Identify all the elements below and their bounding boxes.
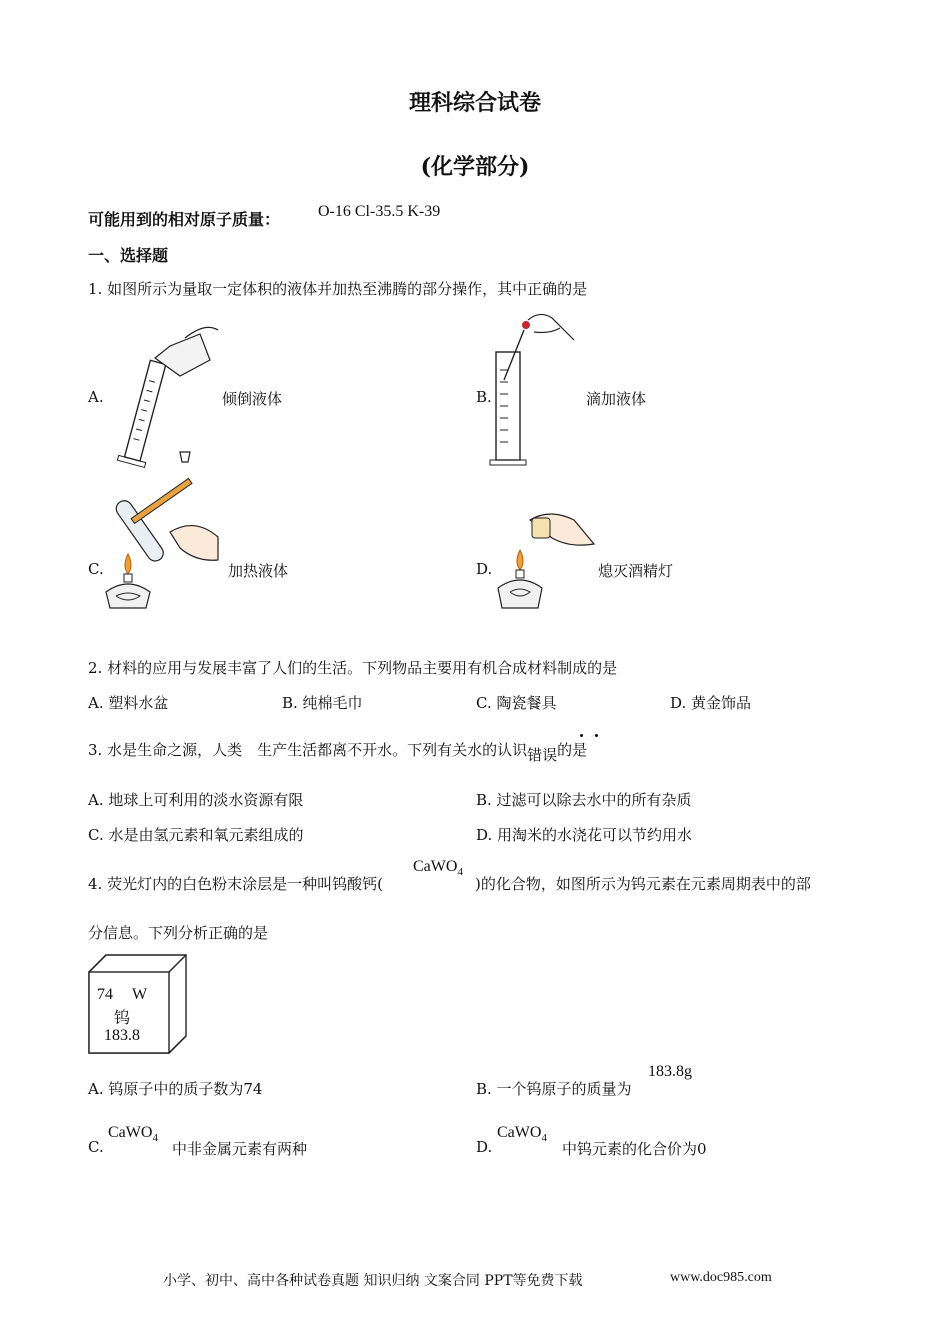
q4-option-c-formula	[108, 1124, 158, 1144]
q3-option-a: A. 地球上可利用的淡水资源有限	[88, 791, 304, 809]
q4-stem-part1: 4. 荧光灯内的白色粉末涂层是一种叫钨酸钙(	[88, 875, 383, 893]
formula-subscript: 4	[541, 1132, 547, 1145]
q4-option-b-value: 183.8g	[648, 1063, 692, 1080]
q2-option-d: D. 黄金饰品	[670, 694, 752, 712]
q3-stem	[88, 739, 588, 764]
q4-option-b: B. 一个钨原子的质量为	[476, 1080, 632, 1098]
formula-main: CaWO	[108, 1124, 153, 1141]
q2-stem: 2. 材料的应用与发展丰富了人们的生活。下列物品主要用有机合成材料制成的是	[88, 659, 618, 677]
q3-stem-before: 3. 水是生命之源，人类 生产生活都离不开水。下列有关水的认识	[88, 741, 528, 759]
extinguish-lamp-illustration	[490, 508, 600, 618]
q2-option-b: B. 纯棉毛巾	[282, 694, 363, 712]
page-title: 理科综合试卷	[408, 90, 541, 116]
q2-option-c: C. 陶瓷餐具	[476, 694, 557, 712]
q4-option-c-text: 中非金属元素有两种	[172, 1140, 308, 1158]
q1-option-b-caption: 滴加液体	[586, 390, 647, 408]
page-subtitle: (化学部分)	[420, 154, 530, 180]
q4-stem-part2: )的化合物，如图所示为钨元素在元素周期表中的部	[475, 875, 811, 893]
q1-option-c-caption: 加热液体	[228, 562, 289, 580]
dropping-liquid-illustration	[490, 310, 580, 470]
element-atomic-number: 74	[97, 986, 113, 1003]
q1-option-d-letter: D.	[476, 560, 493, 578]
q4-option-d-text: 中钨元素的化合价为0	[562, 1140, 707, 1158]
footer-url[interactable]: www.doc985.com	[670, 1270, 772, 1285]
emphasis-dot	[595, 734, 598, 737]
footer-text: 小学、初中、高中各种试卷真题 知识归纳 文案合同 PPT等免费下载	[163, 1273, 583, 1289]
q4-option-d-letter: D.	[476, 1138, 493, 1156]
q1-option-d-caption: 熄灭酒精灯	[598, 562, 674, 580]
element-atomic-mass: 183.8	[104, 1027, 140, 1044]
q4-option-d-formula	[497, 1124, 547, 1144]
formula-subscript: 4	[152, 1132, 158, 1145]
q4-stem-line2: 分信息。下列分析正确的是	[88, 924, 269, 942]
pouring-liquid-illustration	[100, 320, 230, 470]
q3-option-d: D. 用淘米的水浇花可以节约用水	[476, 826, 693, 844]
section-title: 一、选择题	[88, 246, 169, 265]
q3-option-c: C. 水是由氢元素和氧元素组成的	[88, 826, 304, 844]
q3-option-b: B. 过滤可以除去水中的所有杂质	[476, 791, 692, 809]
q2-option-a: A. 塑料水盆	[88, 694, 169, 712]
q1-option-c-letter: C.	[88, 560, 104, 578]
q1-option-b-letter: B.	[476, 388, 492, 406]
q3-stem-emphasis: 错误	[527, 746, 558, 764]
q1-stem: 1. 如图所示为量取一定体积的液体并加热至沸腾的部分操作，其中正确的是	[88, 280, 588, 298]
formula-main: CaWO	[413, 858, 458, 875]
atomic-mass-values: O-16 Cl-35.5 K-39	[318, 203, 441, 220]
element-name: 钨	[114, 1008, 131, 1027]
q4-formula	[413, 858, 463, 878]
emphasis-dot	[580, 734, 583, 737]
q1-option-a-letter: A.	[88, 388, 104, 406]
atomic-mass-label: 可能用到的相对原子质量：	[88, 210, 281, 229]
q4-option-c-letter: C.	[88, 1138, 104, 1156]
heating-liquid-illustration	[100, 492, 225, 617]
element-symbol: W	[132, 986, 148, 1003]
q1-option-a-caption: 倾倒液体	[222, 390, 283, 408]
formula-subscript: 4	[457, 866, 463, 879]
q4-option-a: A. 钨原子中的质子数为74	[88, 1080, 263, 1098]
formula-main: CaWO	[497, 1124, 542, 1141]
q3-stem-after: 的是	[557, 741, 588, 759]
